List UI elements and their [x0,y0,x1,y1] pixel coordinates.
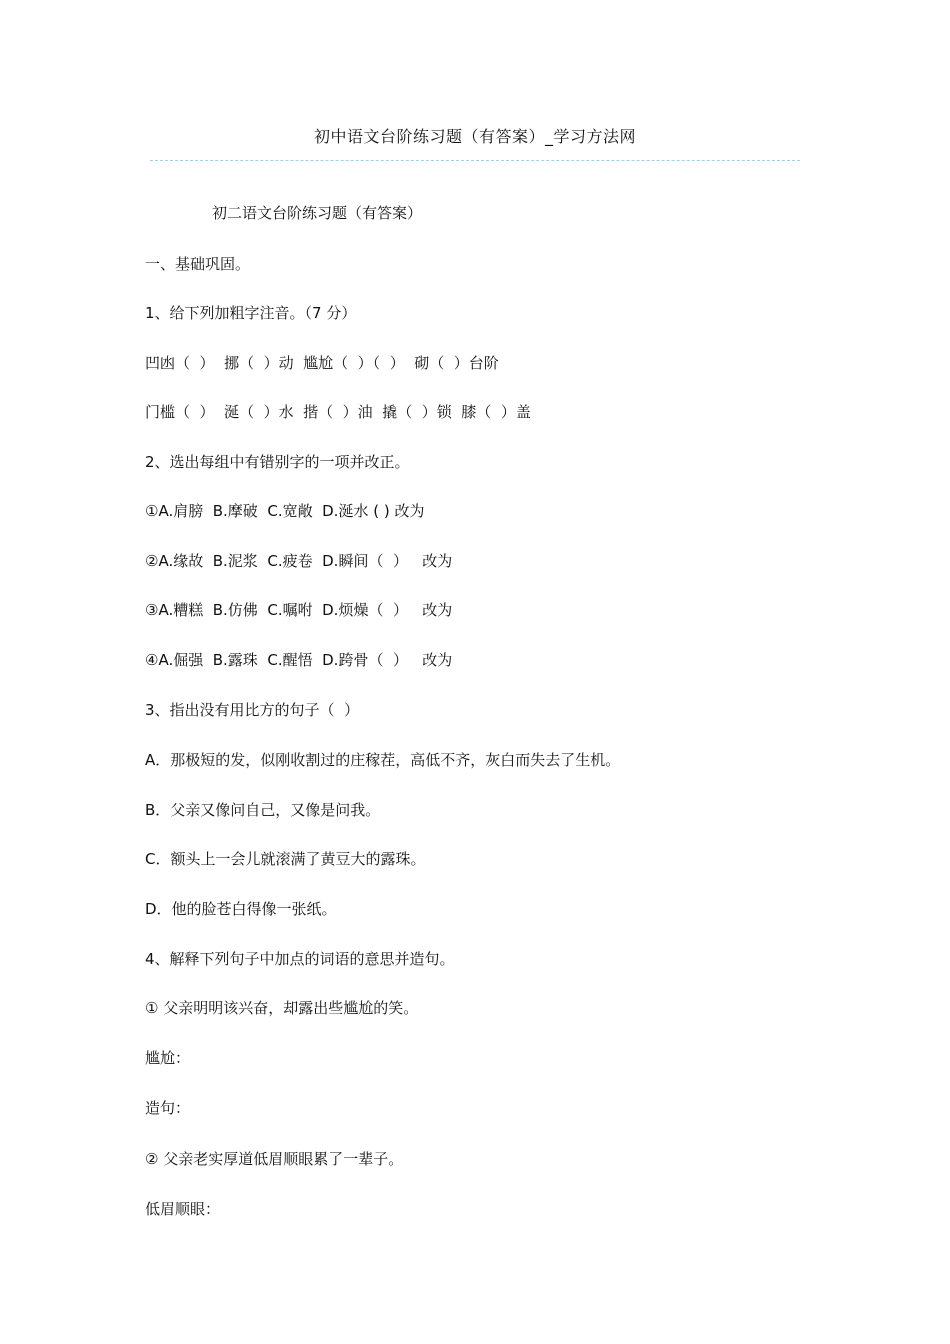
question-4-sentence-1: ① 父亲明明该兴奋，却露出些尴尬的笑。 [145,999,419,1017]
question-1-row-1: 凹凼（ ） 挪（ ）动 尴尬（ ）（ ） 砌（ ）台阶 [145,354,499,372]
section-heading: 一、基础巩固。 [145,255,251,273]
question-4: 4、解释下列句子中加点的词语的意思并造句。 [145,950,455,968]
question-3-option-a: A．那极短的发，似刚收割过的庄稼茬，高低不齐，灰白而失去了生机。 [145,751,621,769]
question-3-option-d: D．他的脸苍白得像一张纸。 [145,900,337,918]
header-divider [150,160,800,161]
question-1-row-2: 门槛（ ） 涎（ ）水 揩（ ）油 撬（ ）锁 膝（ ）盖 [145,403,531,421]
question-4-term-2: 低眉顺眼： [145,1200,221,1218]
question-1: 1、给下列加粗字注音。（7 分） [145,304,357,322]
question-2-option-2: ②A.缘故 B.泥浆 C.疲卷 D.瞬间（ ） 改为 [145,552,453,570]
question-2-option-4: ④A.倔强 B.露珠 C.醒悟 D.跨骨（ ） 改为 [145,651,453,669]
question-4-sentence-prompt: 造句： [145,1099,191,1117]
question-2-option-3: ③A.糟糕 B.仿佛 C.嘱咐 D.烦燥（ ） 改为 [145,601,453,619]
question-4-term-1: 尴尬： [145,1049,191,1067]
document-title: 初二语文台阶练习题（有答案） [212,204,423,222]
question-2: 2、选出每组中有错别字的一项并改正。 [145,453,410,471]
question-3: 3、指出没有用比方的句子（ ） [145,701,360,719]
page-header-title: 初中语文台阶练习题（有答案）_学习方法网 [313,127,636,146]
question-3-option-b: B．父亲又像问自己，又像是问我。 [145,801,381,819]
question-4-sentence-2: ② 父亲老实厚道低眉顺眼累了一辈子。 [145,1150,404,1168]
question-2-option-1: ①A.肩膀 B.摩破 C.宽敞 D.涎水 ( ) 改为 [145,502,425,520]
question-3-option-c: C．额头上一会儿就滚满了黄豆大的露珠。 [145,850,426,868]
